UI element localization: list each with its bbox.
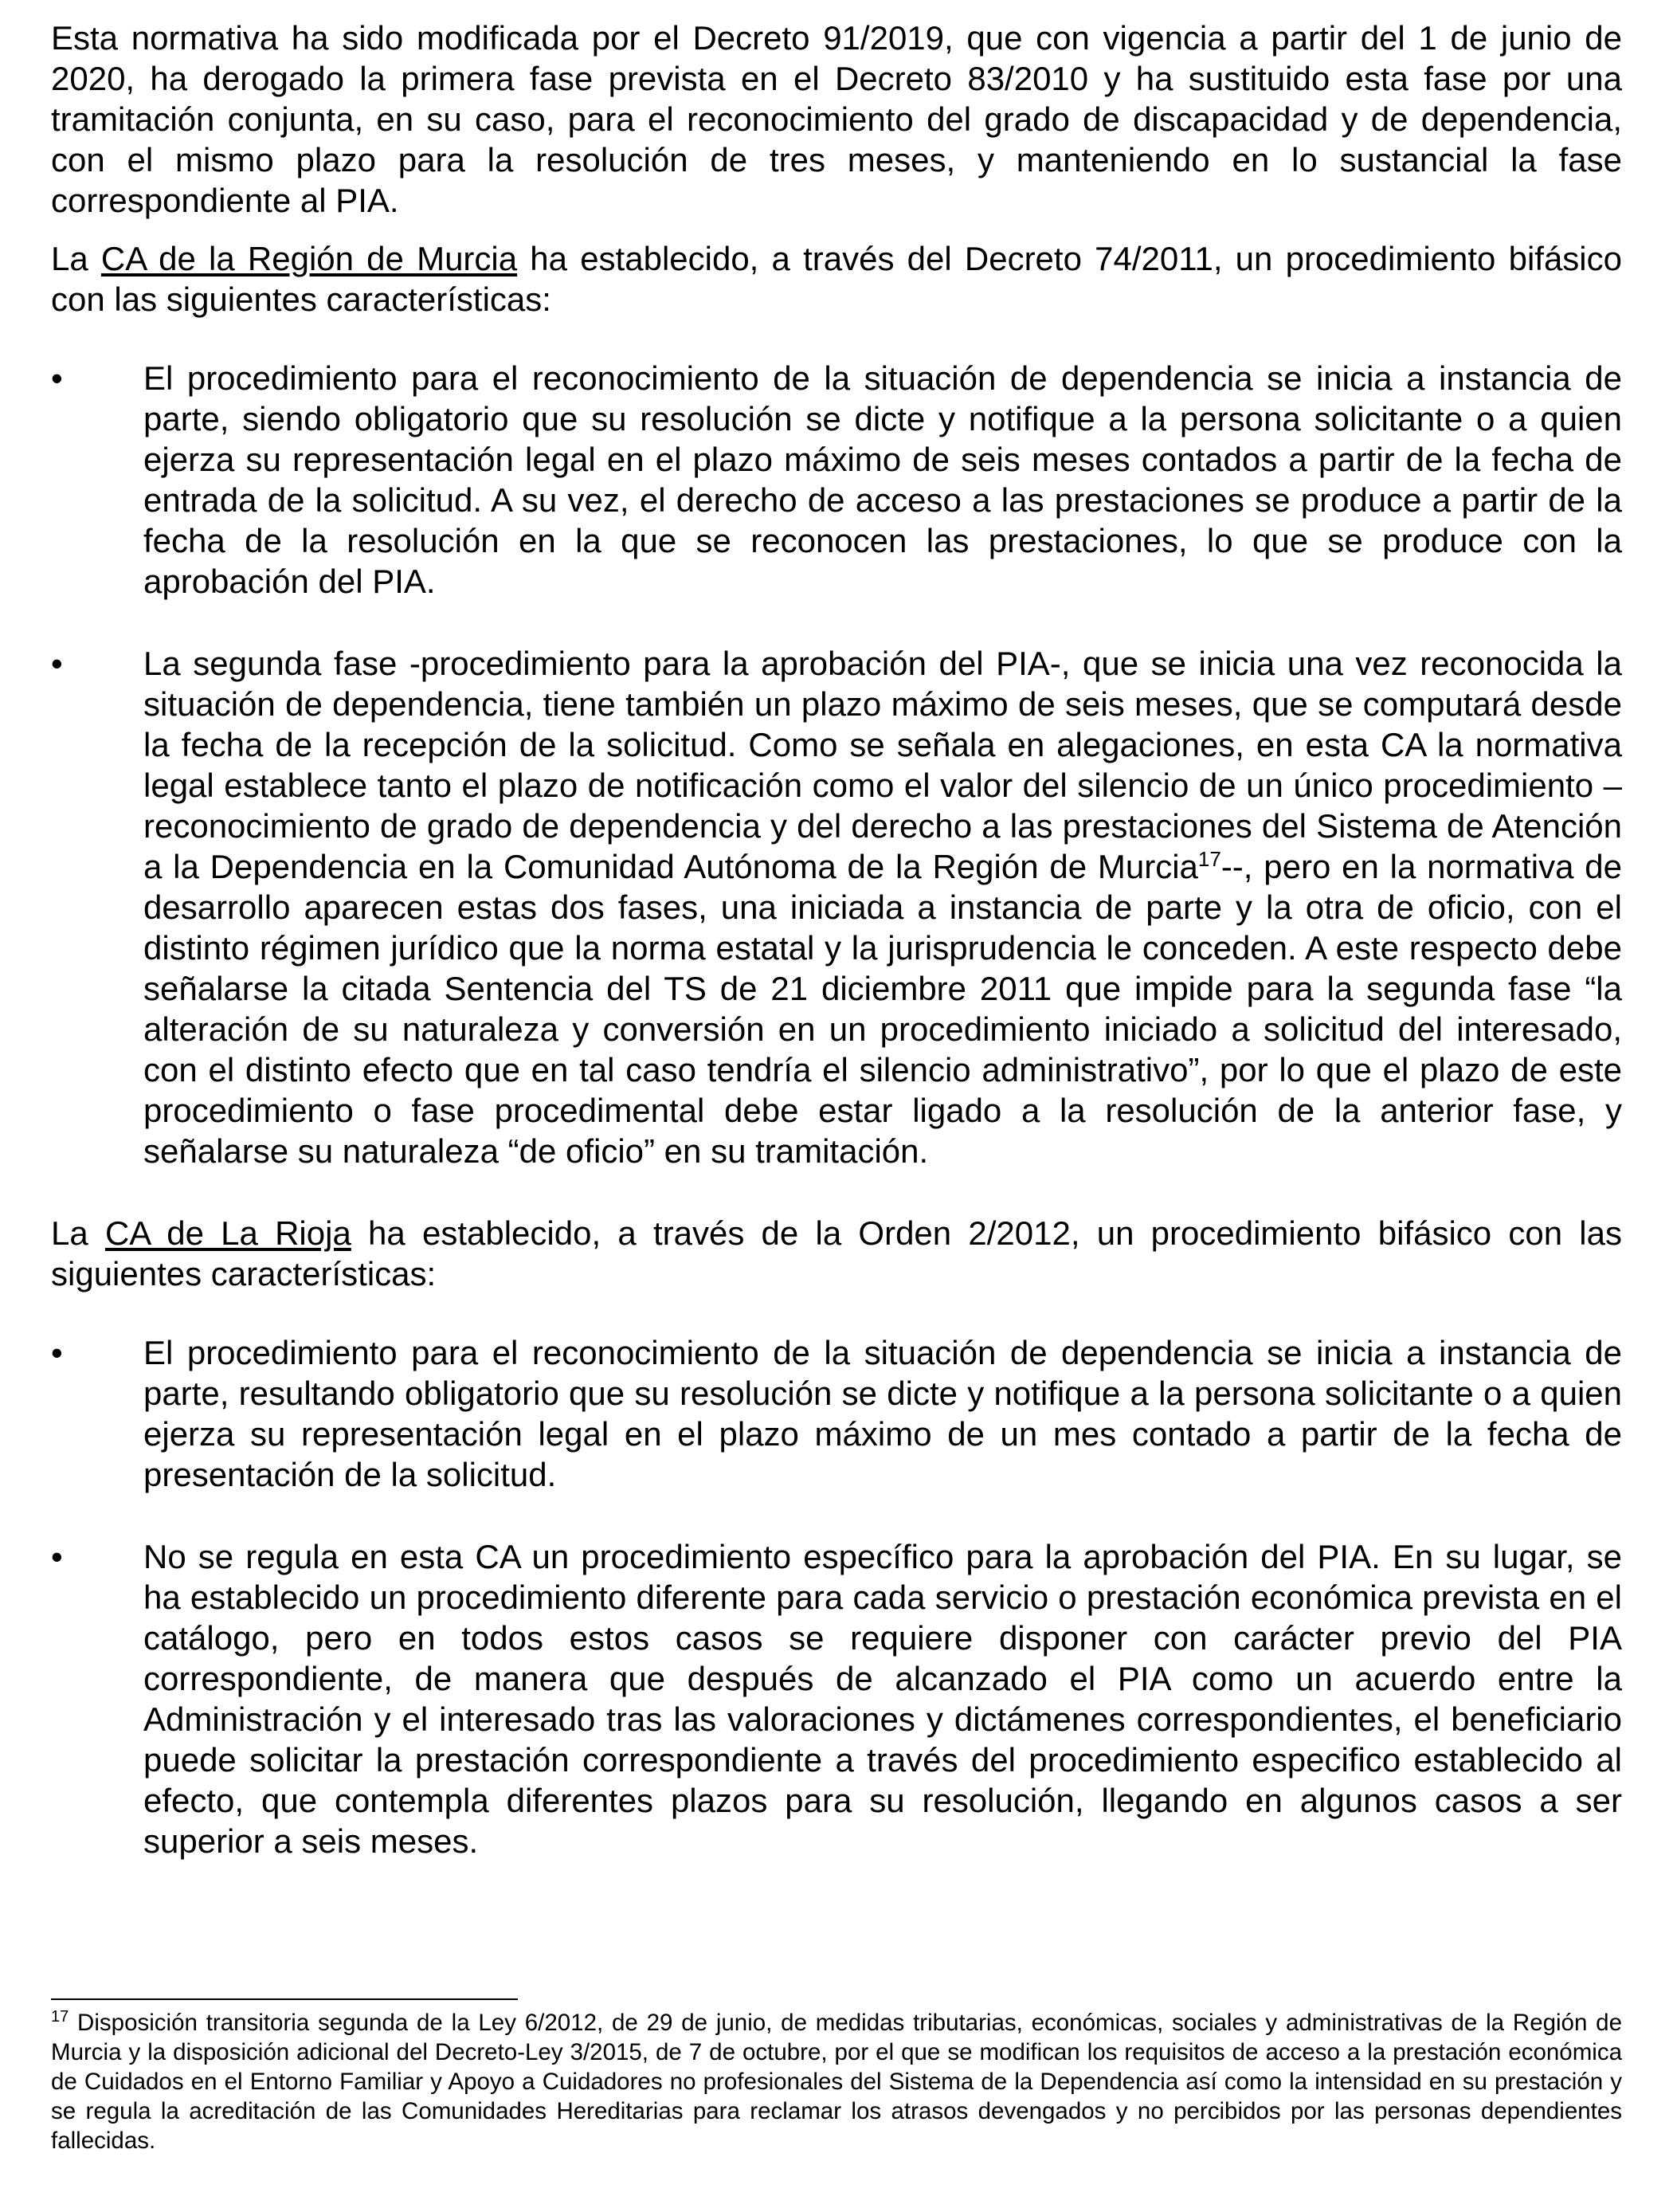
rioja-region-name: CA de La Rioja xyxy=(104,1214,351,1252)
rioja-bullet-pia-text: No se regula en esta CA un procedimiento específico para la aprobación del PIA. En su lugar, se ha establecido un procedimiento diferente para cada servicio o prestación económica prevista en el catálogo, pero en todos estos casos se requiere disponer con carácter previo del PIA correspondiente, de manera que después de alcanzado el PIA como un acuerdo entre la Administración y el interesado tras las valoraciones y dictámenes correspondientes, el beneficiario puede solicitar la prestación correspondiente a través del procedimiento especifico establecido al efecto, que contempla diferentes plazos para su resolución, llegando en algunos casos a ser superior a seis meses. xyxy=(143,1538,1622,1860)
rioja-intro-text: ha establecido, a través de la Orden 2/2012, un procedimiento bifásico con las siguientes características: xyxy=(51,1214,1622,1292)
murcia-bullet-second-phase xyxy=(51,643,1622,1171)
footnote-number: 17 xyxy=(51,2008,69,2026)
bullet-dot-icon: • xyxy=(51,645,63,682)
murcia-region-name: CA de la Región de Murcia xyxy=(100,240,518,277)
bullet-dot-icon: • xyxy=(51,1538,63,1575)
paragraph-decreto-91-2019: Esta normativa ha sido modificada por el Decreto 91/2019, que con vigencia a partir del 1 de junio de 2020, ha derogado la primera fase prevista en el Decreto 83/2010 y ha sustituido esta fase por una tramitación conjunta, en su caso, para el reconocimiento del grado de discapacidad y de dependencia, con el mismo plazo para la resolución de tres meses, y manteniendo en lo sustancial la fase correspondiente al PIA. xyxy=(51,19,1622,219)
bullet-dot-icon: • xyxy=(51,1334,63,1371)
paragraph-rioja-intro xyxy=(51,1213,1622,1294)
rioja-bullet-first-phase-text: El procedimiento para el reconocimiento de la situación de dependencia se inicia a instancia de parte, resultando obligatorio que su resolución se dicte y notifique a la persona solicitante o a quien ejerza su representación legal en el plazo máximo de un mes contado a partir de la fecha de presentación de la solicitud. xyxy=(143,1334,1622,1493)
murcia-bullet-second-phase-part2: --, pero en la normativa de desarrollo aparecen estas dos fases, una iniciada a instancia de parte y la otra de oficio, con el distinto régimen jurídico que la norma estatal y la jurisprudencia le conceden. A este respecto debe señalarse la citada Sentencia del TS de 21 diciembre 2011 que impide para la segunda fase “la alteración de su naturaleza y conversión en un procedimiento iniciado a solicitud del interesado, con el distinto efecto que en tal caso tendría el silencio administrativo”, por lo que el plazo de este procedimiento o fase procedimental debe estar ligado a la resolución de la anterior fase, y señalarse su naturaleza “de oficio” en su tramitación. xyxy=(143,848,1623,1170)
footnote-reference-17[interactable]: 17 xyxy=(1197,847,1221,871)
footnote-17 xyxy=(51,2008,1622,2155)
rioja-bullet-first-phase xyxy=(51,1332,1622,1495)
murcia-bullet-first-phase xyxy=(51,358,1622,602)
paragraph-murcia-intro xyxy=(51,238,1622,320)
murcia-bullet-second-phase-text xyxy=(143,643,1622,1171)
footnote-text: Disposición transitoria segunda de la Ley 6/2012, de 29 de junio, de medidas tributarias, económicas, sociales y administrativas de la Región de Murcia y la disposición adicional del Decreto-Ley 3/2015, de 7 de octubre, por el que se modifican los requisitos de acceso a la prestación económica de Cuidados en el Entorno Familiar y Apoyo a Cuidadores no profesionales del Sistema de la Dependencia así como la intensidad en su prestación y se regula la acreditación de las Comunidades Hereditarias para reclamar los atrasos devengados y no percibidos por las personas dependientes fallecidas. xyxy=(51,2010,1622,2154)
rioja-intro-prefix: La xyxy=(51,1214,105,1252)
bullet-dot-icon: • xyxy=(51,359,63,397)
rioja-bullet-pia xyxy=(51,1536,1622,1861)
murcia-intro-prefix: La xyxy=(51,240,101,277)
document-body xyxy=(51,18,1622,1903)
murcia-bullet-second-phase-part1: La segunda fase -procedimiento para la aprobación del PIA-, que se inicia una vez reconocida la situación de dependencia, tiene también un plazo máximo de seis meses, que se computará desde la fecha de la recepción de la solicitud. Como se señala en alegaciones, en esta CA la normativa legal establece tanto el plazo de notificación como el valor del silencio de un único procedimiento –reconocimiento de grado de dependencia y del derecho a las prestaciones del Sistema de Atención a la Dependencia en la Comunidad Autónoma de la Región de Murcia xyxy=(143,645,1622,885)
footnote-separator xyxy=(51,1998,518,2000)
murcia-bullet-first-phase-text: El procedimiento para el reconocimiento de la situación de dependencia se inicia a instancia de parte, siendo obligatorio que su resolución se dicte y notifique a la persona solicitante o a quien ejerza su representación legal en el plazo máximo de seis meses contados a partir de la fecha de entrada de la solicitud. A su vez, el derecho de acceso a las prestaciones se produce a partir de la fecha de la resolución en la que se reconocen las prestaciones, lo que se produce con la aprobación del PIA. xyxy=(143,359,1622,600)
murcia-intro-text: ha establecido, a través del Decreto 74/2011, un procedimiento bifásico con las siguientes características: xyxy=(51,240,1622,318)
